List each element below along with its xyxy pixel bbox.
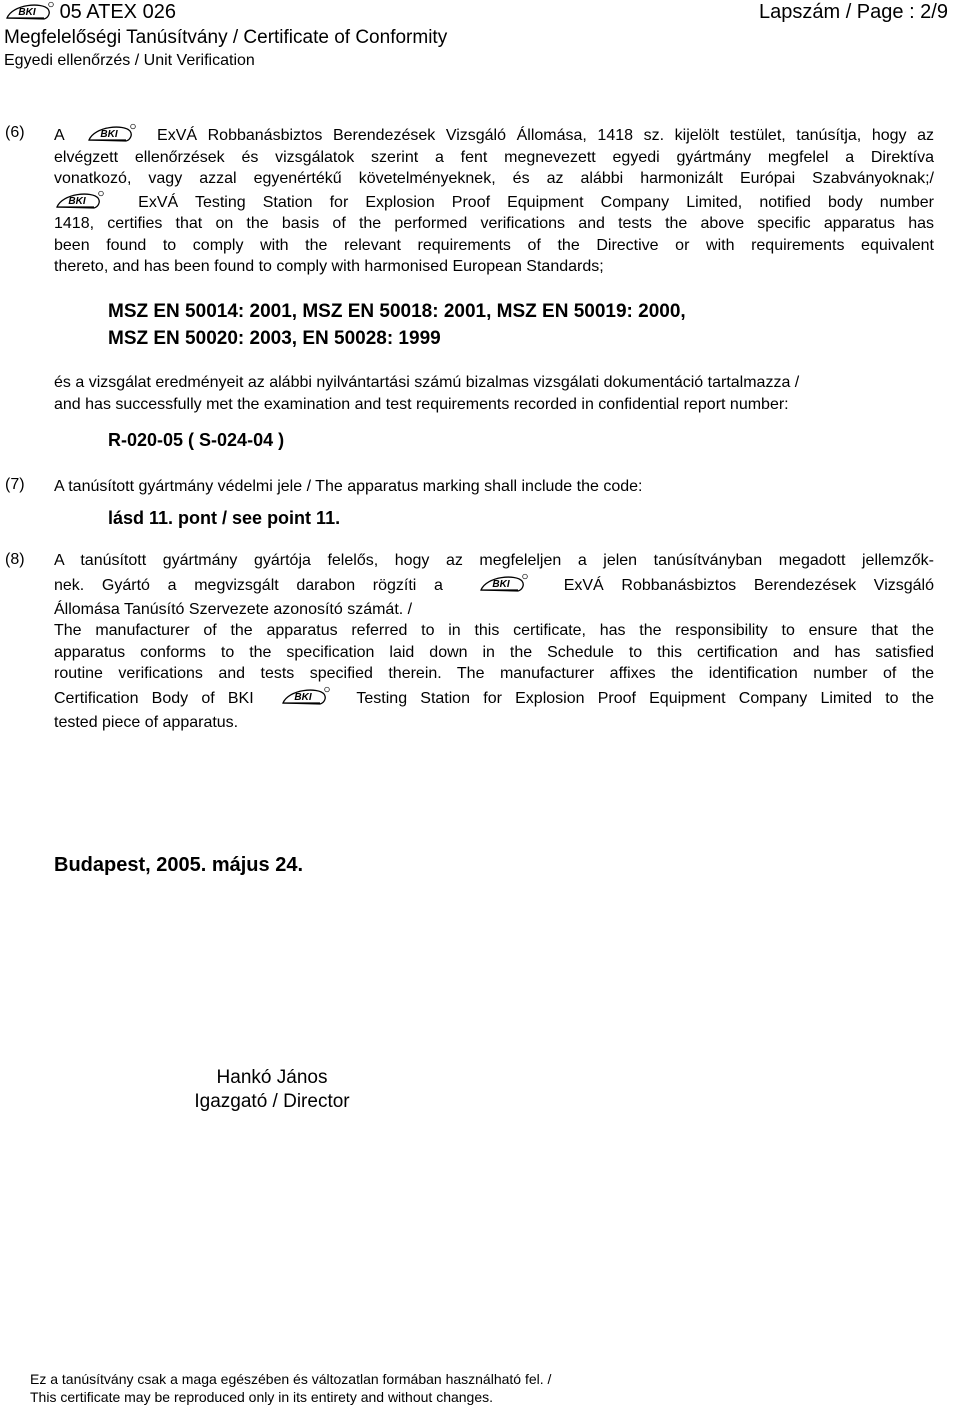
bki-logo-icon bbox=[280, 686, 330, 706]
document-title: Megfelelőségi Tanúsítvány / Certificate of Conformity bbox=[4, 27, 448, 48]
section-7-number: (7) bbox=[5, 476, 25, 493]
bki-logo-icon bbox=[86, 123, 136, 143]
page-number: Lapszám / Page : 2/9 bbox=[758, 1, 948, 23]
bki-logo-icon bbox=[54, 190, 104, 210]
bki-logo-icon bbox=[478, 573, 528, 593]
document-subtitle: Egyedi ellenőrzés / Unit Verification bbox=[4, 52, 255, 69]
certificate-number: 05 ATEX 026 bbox=[59, 1, 176, 23]
bki-logo-icon bbox=[4, 1, 54, 21]
signatory-role: Igazgató / Director bbox=[194, 1091, 350, 1112]
svg-text:BKI: BKI bbox=[18, 7, 36, 18]
svg-text:BKI: BKI bbox=[492, 578, 510, 590]
signature-block bbox=[186, 1066, 358, 1114]
section-8-text: A tanúsított gyártmány gyártója felelős, hogy az megfeleljen a jelen tanúsítványban megadott jellemzők- nek. Gyártó a megvizsgált darabon rögzíti a BKI ExVÁ Robbanásbiztos Berendezések Vizsgáló Állomása Tanúsító Szervezete azonosító számát. / The manufacturer of the apparatus referred to in this certificate, has the responsibility to ensure that the apparatus conforms to the specification laid down in the Schedule to this certification and has satisfied routine verifications and tests specified therein. The manufacturer affixes the identification number of the Certification Body of BKI BKI Testing Station for Explosion Proof Equipment Company Limited to the tested piece of apparatus. bbox=[54, 552, 934, 731]
report-number: R-020-05 ( S-024-04 ) bbox=[108, 430, 285, 450]
harmonised-standards: MSZ EN 50014: 2001, MSZ EN 50018: 2001, MSZ EN 50019: 2000, MSZ EN 50020: 2003, EN 50028: 1999 bbox=[108, 301, 686, 349]
section-6-text: A BKI ExVÁ Robbanásbiztos Berendezések Vizsgáló Állomása, 1418 sz. kijelölt testület, tanúsítja, hogy az elvégzett ellenőrzések és vizsgálatok szerint a fent megnevezett egyedi gyártmány megfelel a Direktíva vonatkozó, vagy azzal egyenértékű követelményeknek, és az alábbi harmonizált Európai Szabványoknak;/ BKI ExVÁ Testing Station for Explosion Proof Equipment Company Limited, notified body number 1418, certifies that on the basis of the performed verifications and tests the above specific apparatus has been found to comply with the relevant requirements of the Directive or with requirements equivalent thereto, and has been found to comply with harmonised European Standards; bbox=[54, 123, 934, 278]
svg-text:BKI: BKI bbox=[100, 129, 118, 140]
apparatus-marking-code: lásd 11. pont / see point 11. bbox=[108, 508, 341, 528]
place-and-date: Budapest, 2005. május 24. bbox=[54, 854, 304, 876]
page-footer: Ez a tanúsítvány csak a maga egészében és változatlan formában használható fel. / This certificate may be reproduced only in its entirety and without changes. bbox=[30, 1371, 552, 1405]
svg-text:BKI: BKI bbox=[294, 691, 312, 703]
section-6-number: (6) bbox=[5, 124, 25, 141]
svg-text:BKI: BKI bbox=[68, 195, 86, 207]
signatory-name: Hankó János bbox=[216, 1067, 328, 1088]
page-header bbox=[4, 0, 447, 72]
report-statement: és a vizsgálat eredményeit az alábbi nyilvántartási számú bizalmas vizsgálati dokumentáció tartalmazza / and has successfully met the examination and test requirements recorded in confidential report number: bbox=[54, 374, 800, 413]
section-8-number: (8) bbox=[5, 551, 25, 568]
section-7-text: A tanúsított gyártmány védelmi jele / The apparatus marking shall include the code: bbox=[54, 478, 643, 495]
